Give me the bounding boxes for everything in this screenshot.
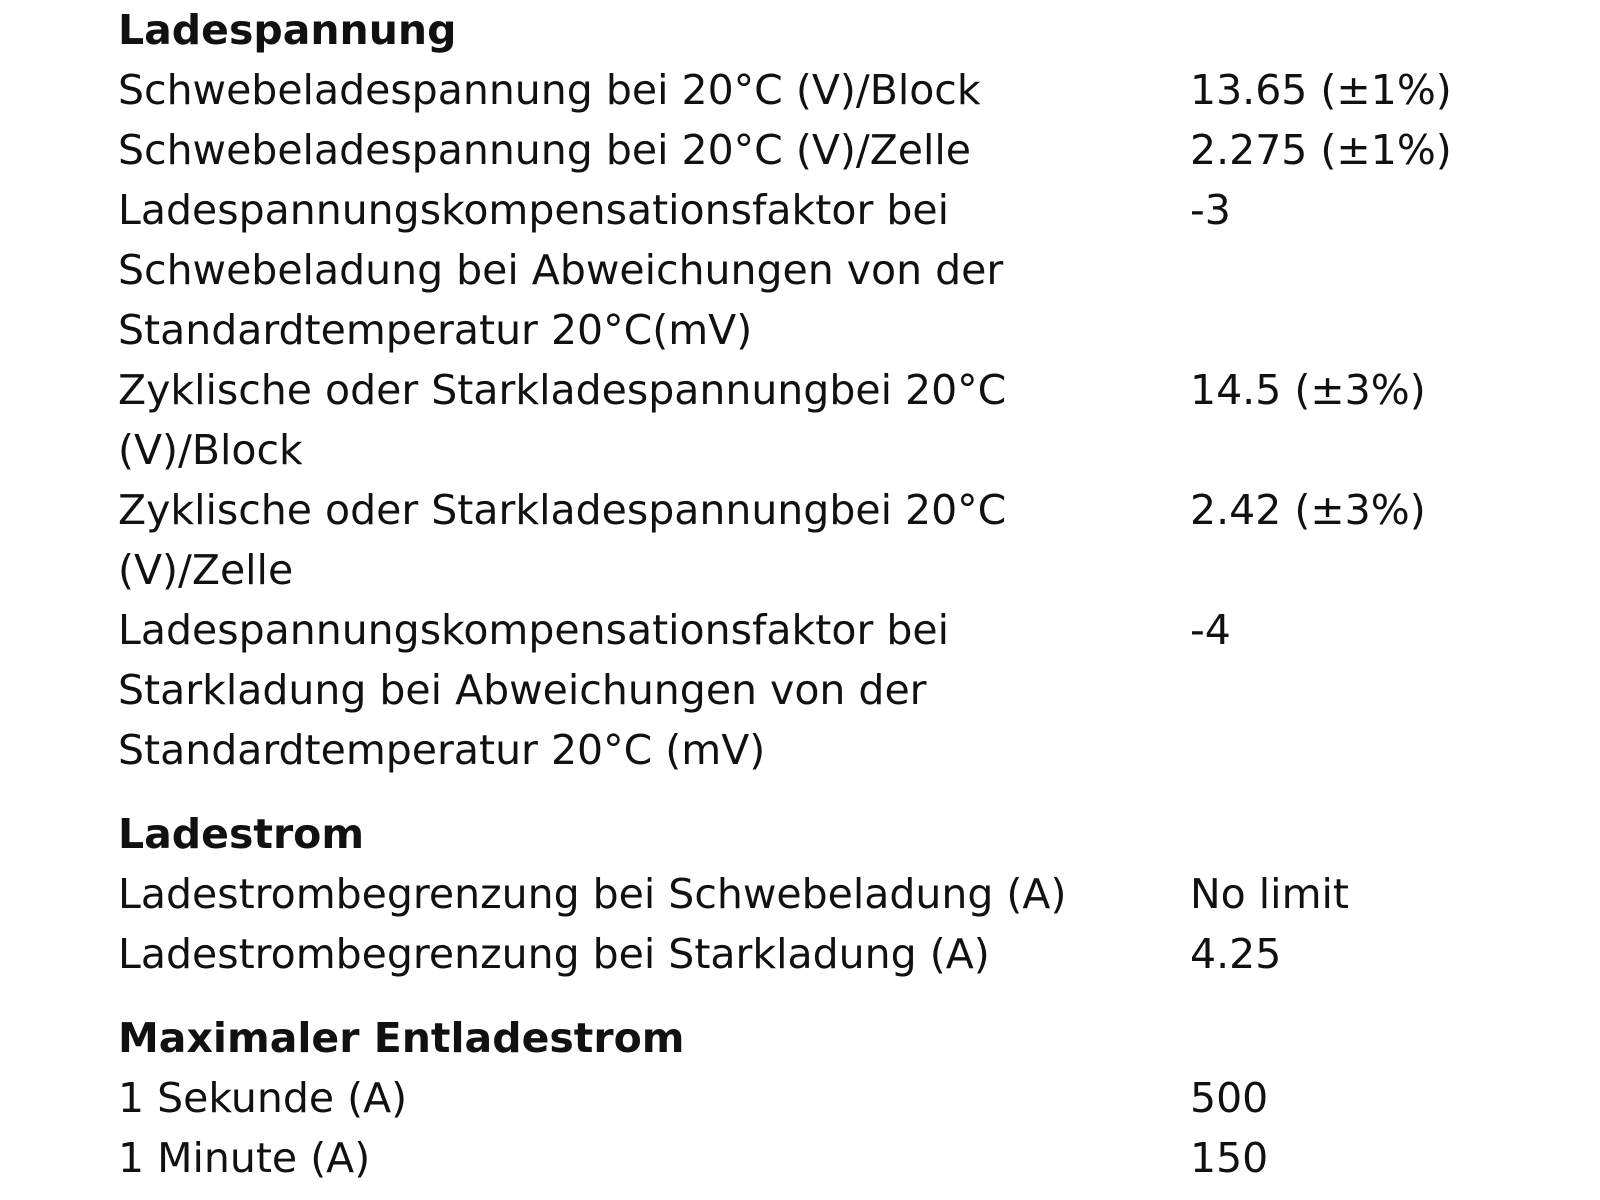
spec-label: Ladestrombegrenzung bei Starkladung (A)	[118, 930, 990, 978]
section-ladespannung	[118, 0, 1558, 780]
spec-value: 4.25	[1190, 930, 1282, 978]
section-title: Ladestrom	[118, 810, 365, 858]
spec-value: 2.42 (±3%)	[1190, 486, 1426, 534]
spec-row	[118, 600, 1558, 780]
spec-row	[118, 924, 1558, 984]
spec-label: Ladestrombegrenzung bei Schwebeladung (A)	[118, 870, 1067, 918]
spec-row	[118, 120, 1558, 180]
spec-label: 1 Minute (A)	[118, 1134, 371, 1182]
spec-label: Zyklische oder Starkladespannungbei 20°C (V)/Block	[118, 366, 1007, 474]
spec-value: 13.65 (±1%)	[1190, 66, 1452, 114]
spec-value: 14.5 (±3%)	[1190, 366, 1426, 414]
spec-label: Schwebeladespannung bei 20°C (V)/Block	[118, 66, 981, 114]
spec-value: 150	[1190, 1134, 1269, 1182]
spec-row	[118, 480, 1558, 600]
spec-value: No limit	[1190, 870, 1349, 918]
spec-label: Ladespannungskompensationsfaktor bei Starkladung bei Abweichungen von der Standardtemperatur 20°C (mV)	[118, 606, 949, 774]
spec-label: Zyklische oder Starkladespannungbei 20°C (V)/Zelle	[118, 486, 1007, 594]
section-ladestrom	[118, 804, 1558, 984]
spec-row	[118, 864, 1558, 924]
section-title: Maximaler Entladestrom	[118, 1014, 685, 1062]
spec-label: Schwebeladespannung bei 20°C (V)/Zelle	[118, 126, 972, 174]
spec-label: Ladespannungskompensationsfaktor bei Schwebeladung bei Abweichungen von der Standardtemperatur 20°C(mV)	[118, 186, 1004, 354]
spec-row	[118, 360, 1558, 480]
spec-row	[118, 60, 1558, 120]
spec-label: 1 Sekunde (A)	[118, 1074, 408, 1122]
spec-value: 500	[1190, 1074, 1269, 1122]
spec-row	[118, 1068, 1558, 1128]
spec-row	[118, 1128, 1558, 1188]
spec-value: 2.275 (±1%)	[1190, 126, 1452, 174]
spec-row	[118, 180, 1558, 360]
section-title: Ladespannung	[118, 6, 457, 54]
section-maximaler-entladestrom	[118, 1008, 1558, 1188]
spec-sheet	[118, 0, 1558, 1188]
spec-value: -3	[1190, 186, 1231, 234]
spec-value: -4	[1190, 606, 1231, 654]
